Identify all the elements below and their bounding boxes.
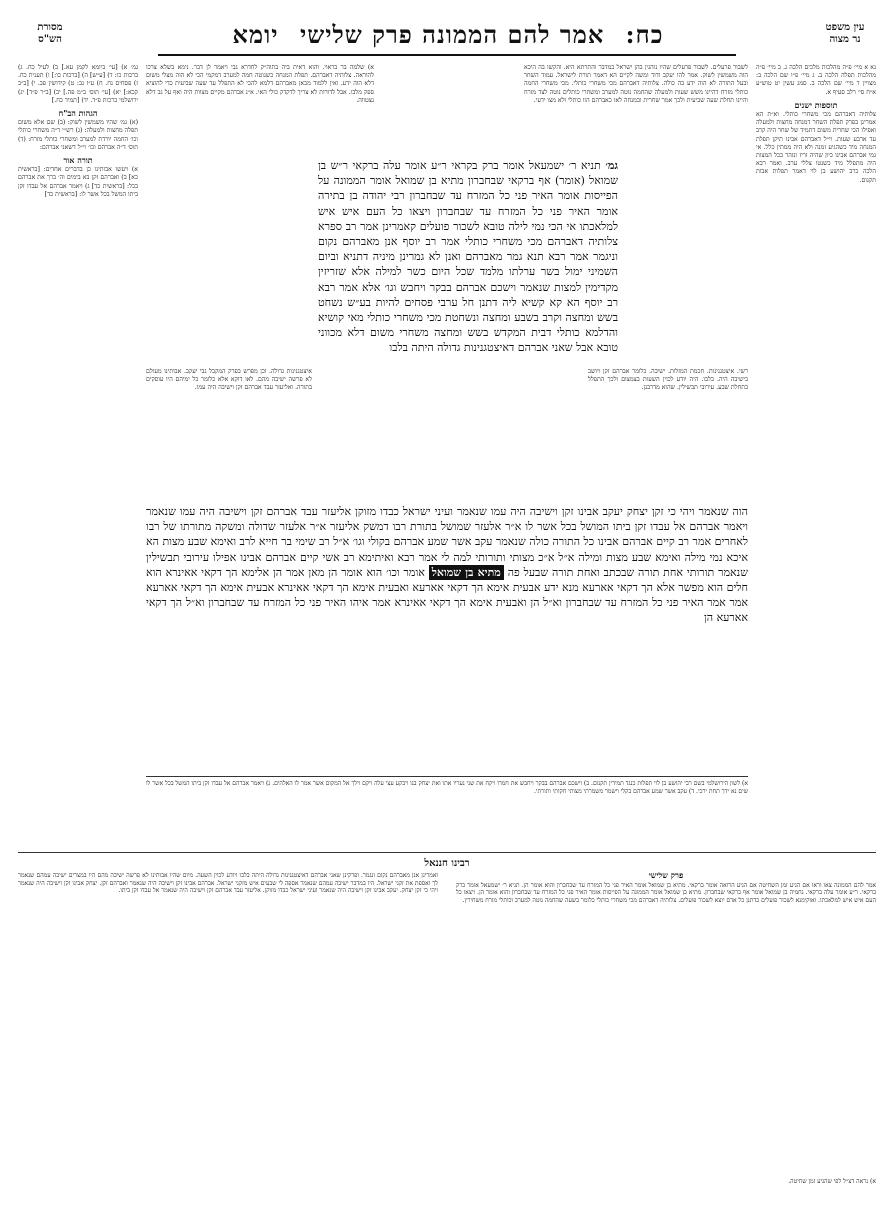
rabbenu-chananel-right (456, 872, 876, 1172)
rabbenu-divider (18, 852, 876, 853)
perek-label: פרק שלישי (648, 872, 684, 880)
gemara-text-top: תניא ר׳ ישמעאל אומר ברק בקראי ר״ע אומר עלה ברקאי ר״ש בן שמואל (אומר) אף ברקאי שבחברון מתיא בן שמואל אומר הממונה על הפייסות אומר האיר פני כל המזרח עד שבחברון רבי יהודה בן בתירה אומר האיר פני כל המזרח עד שבחברון ויצאו כל העם איש איש למלאכתו אי הכי נמי לילה טובא לשכור פועלים קאמרינן אמר רב ספרא צלותיה דאברהם מכי משחרי כותלי אמר רב יוסף אנן מאברהם נקום וניגמר אמר רבא תנא גמר מאברהם ואנן לא גמרינן מיניה דתניא וביום השמיני ימול בשר ערלתו מלמד שכל היום כשר למילה אלא שזריזין מקדימין למצות שנאמר וישכם אברהם בבקר ויחבש וגו׳ אלא אמר רבא רב יוסף הא קא קשיא ליה דתנן חל ערבי פסחים להיות בע״ש נשחט בשש ומחצה וקרב בשבע ומחצה ונשחטת מכי משחרי כותלי מאי קושיא והדלמא כותלי דבית המקדש בשש ומחצה משחרי משום דלא מכווני טובא אבל שאני אברהם דאיצטגנינות גדולה היתה בלבו (318, 159, 618, 355)
torah-or-title: תורה אור (63, 155, 93, 166)
rashi-commentary-mid (588, 368, 748, 498)
tractate-name: יומא (232, 20, 279, 49)
masoret-hashas-text: גמ׳ א) [עי׳ ביומא לקמן עא.] ב) לעיל כח. ג) ברכות כו: ד) [ע״ש] ה) [ברכות כו:] ו) תענית כח. ז) פסחים נח. ח) ע״ז נב: ט) קידושין פב. י) [ב״ב קכא:] יא) [עי׳ תוס׳ ב״מ פה.] יב) [ב״ר פ״ד] יג) ירושלמי ברכות פ״ד. יד) [תמיד כח.] (18, 64, 138, 104)
tosafot-yeshanim-title: תוספות ישנים (794, 99, 838, 110)
header-rule (158, 54, 736, 56)
gemara-text-bottom: הוה שנאמר ויהי כי זקן יצחק יעקב אבינו זקן וישיבה היה עמו שנאמר ועיני ישראל כבדו מזוקן אליעזר עבד אברהם זקן וישיבה היה עמו שנאמר ויאמר אברהם אל עבדו זקן ביתו המושל בכל אשר לו א״ר אלעזר שמושל בתורת רבו דמשק אליעזר א״ר אלעזר שדולה ומשקה מתורתו של רבו לאחרים אמר רב קיים אברהם אבינו כל התורה כולה שנאמר עקב אשר שמע אברהם בקולי וגו׳ א״ל רב שימי בר חייא לרב ואימא שבע מצות הא איכא נמי מילה ואימא שבע מצות ומילה א״ל א״כ מצותי ותורותי למה לי אמר רבא ואיתימא רב אשי קיים אברהם אבינו אפילו עירובי תבשילין שנאמר תורותי אחת תורה שבכתב ואחת תורה שבעל פה (146, 505, 748, 579)
footnote: א) נראה דצ״ל לפי שהגיע זמן שחיטה. (788, 1178, 876, 1185)
gemara-marker: גמ׳ (605, 159, 618, 172)
page-title (168, 20, 728, 50)
rabbenu-left-text: ואמרינן אנן מאברהם נקום ונגמר. ופרקינן שאני אברהם דאיצטגנינות גדולה היתה בלבו ויודע לכוין השעה. מיום שהיו אבותינו לא פרשה ישיבה מהם היו במצרים ישיבה עמהם שנאמר לך ואספת את זקני ישראל. היו במדבר ישיבה עמהם שנאמר אספה לי שבעים איש מזקני ישראל. אברהם אבינו זקן וישיבה היה שנאמר ואברהם זקן. יצחק אבינו זקן וישיבה היה שנאמר ויהי כי זקן יצחק. יעקב אבינו זקן וישיבה היה שנאמר ועיני ישראל כבדו מזוקן. אליעזר עבד אברהם זקן וישיבה היה שנאמר אל עבדו זקן ביתו. (18, 872, 438, 895)
verse-notes-text: א) לשון הירושלמי בשם רבי יהושע בן לוי תפלות כנגד תמידין תקנום. ב) וישכם אברהם בבקר ויחבש את חמרו ויקח את שני נעריו אתו ואת יצחק בנו ויבקע עצי עלה ויקם וילך אל המקום אשר אמר לו האלהים. ג) ויאמר אברהם אל עבדו זקן ביתו המשל בכל אשר לו שים נא ידך תחת ירכי. ד) עקב אשר שמע אברהם בקלי וישמר משמרתי מצותי חקותי ותורתי. (146, 780, 748, 795)
rabbenu-chananel-title: רבינו חננאל (424, 858, 470, 869)
ein-mishpat-text: נא א מיי׳ פ״ה מהלכות מלכים הלכה ג. ב מיי׳ פ״ה מהלכות תפלה הלכה ב. ג מיי׳ פ״ו שם הלכה ב: מצויין ד מיי׳ שם הלכה ב. סמג עשין יט טוש״ע א״ח סי׳ רלב סעיף א. (756, 64, 876, 96)
page-header (18, 18, 876, 58)
chapter-name: אמר להם הממונה פרק שלישי (299, 20, 605, 49)
tosafot-mid-text: איצטגנינות גדולה. וכן מפרש בפרק המקבל גבי יעקב. אבותינו מעולם לא פרשה ישיבה מהם. לאו דוקא אלא כלומר כל ימיהם היו עוסקים בתורה. ואליעזר עבד אברהם זקן וישיבה היה עמו. (146, 368, 312, 392)
gemara-text-bottom2: אומר וכו׳ הוא אומר הן מאן אמר הן אלימא הך דקאי אאינרא הוא חלים הוא מפשר אלא הך דקאי אארעא מנא ידע אבעית אימא הך דקאי אארעא ואבעית אימא הך דקאי אאינרא אבעית אימא הך דקאי אארעא אמר אמר האיר פני כל המזרח עד שבחברון וא״ל הן ואבעית אימא הך דקאי אאינרא אמר איהו האיר פני כל המזרח עד שבחברון וא״ל הך דקאי אארעא הן (146, 565, 748, 625)
mishnah-quote-marker: מתיא בן שמואל (429, 565, 504, 580)
rabbenu-right-text: אמר להם הממונה צאו וראו אם הגיע זמן השחיטה אם הגיע הרואה אומר ברקאי. מתיא בן שמואל אומר האיר פני כל המזרח עד שבחברון והוא אומר הן. תניא ר׳ ישמעאל אומר ברק ברקאי. ר״ע אומר עלה ברקאי. נחמיה בן שמואל אומר אף ברקאי שבחברון. מתיא בן שמואל אומר הממונה על הפייסות אומר האיר פני כל המזרח עד שבחברון והוא אומר הן. ויצאו כל העם איש איש למלאכתו. ואוקימנא לשכור פועלים כדתנן כל אדם יוצא לשכור פועלים. צלותיה דאברהם מכי משחרי כותלי כלומר בשעה שהחמה נוטה למערב וכותלי מזרח משחירין. (456, 881, 876, 904)
rabbenu-chananel-left (18, 872, 438, 1172)
daf-number: כח: (625, 20, 664, 49)
notes-divider (146, 776, 748, 777)
tosafot-yeshanim-text: צלותיה דאברהם מכי משחרי כותלי. וא״ת הא אמרינן בפרק תפלת השחר דמנחה מחצות ולמעלה ואפילו הכי שחרית משום דתמיד של שחר היה קרב עד ארבע שעות. וי״ל דאברהם אבינו תיקן תפלת המנחה מיד כשהגיע זמנה ולא היה ממתין כלל. אי נמי אברהם אבינו כיון שהיה זריז ונזהר בכל המצות היה מתפלל מיד כשנטו צללי ערב. ואמר רבא הלכה כרב יהושע בן לוי דאמר תפלות אבות תקנום. (756, 111, 876, 184)
gemara-main-text (318, 158, 618, 498)
rashi-text: לשבור פרעלים. לשבור פרעלים שהיו נוהגין בהן ישראל במדבר והתרתא היא. והקשו בה היכא הוה משמשין לשוק. אמר להו יעקב ודוד ומשה לקיים הא דאמר תורת לישראל. עמוד השחר ובעל התורה לא הוה ידע בה כולה. צלותיה דאברהם מכי משחרי כותלי. מכי משחרי החמה כותלי מזרח דהיינו משש שעות ולמעלה שהחמה נוטה למערב ומשחרי כותלים נוטה לצד מזרח והיינו תחלת שעה שביעית ולכך אמר שחרית ובמנחה לאו כאברהם הוו כותלי ולא מצו ידעי. (524, 64, 748, 104)
masoret-label: מסורת הש"ס (37, 22, 63, 45)
torah-or-text: א) ויעשו אבותינו כן בדברים אחדים: [בראשית כא] ב) ואברהם זקן בא בימים וה׳ ברך את אברהם בכל: [בראשית כד] ג) ויאמר אברהם אל עבדו זקן ביתו המשל בכל אשר לו: [בראשית כד] (18, 166, 138, 198)
rashi-mid-text: רשי. איצטגנינות. חכמת המזלות. ישיבה. כלומר אברהם זקן ויושב בישיבה היה. בלבו. היה יודע לכוין השעות בצמצום ולכך התפלל בתחלת שבע. עירובי תבשילין. שהוא מדרבנן. (588, 368, 748, 392)
hagahot-title: הגהות הב"ח (58, 108, 98, 119)
tosafot-commentary-mid (146, 368, 312, 498)
verse-notes (146, 780, 748, 850)
hagahot-text: (א) גמ׳ שהיו משמשין לשוק: (ב) שם אלא משום תפלה מחצות ולמעלה: (ג) רש״י ד״ה משחרי כותלי וכו׳ החמה יורדת למערב ומשחרי כותלי מזרח: (ד) תוס׳ ד״ה אברהם וכו׳ וי״ל דשאני אברהם: (18, 119, 138, 151)
left-margin-column (18, 64, 138, 854)
ein-mishpat-label: עין משפט נר מצוה (825, 22, 865, 45)
gemara-continuation (146, 504, 748, 774)
talmud-page (18, 18, 876, 1198)
tosafot-text: א) שלמה בר בראוי. והוא דאית ביה בתוה״ק לחדרא גבי ויאמר לן דבר. נימא בשלא צרכו להוראה. צלותיה דאברהם. תפלת המנחה כשנוטה חמה למערב דמקמי הכי לא הוה מצלי משום דלא הוה ידע. ואין ללמוד מכאן מאברהם דלמא להכי לא התפלל עד שעה שביעית כדי להוציא ספק מלבו. אבל לדורות לא צריך לדקדק כולי האי. א״נ אברהם מקיים מצוות היה ואף על גב דלא נצטווה. (146, 64, 374, 104)
right-margin-column (756, 64, 876, 854)
